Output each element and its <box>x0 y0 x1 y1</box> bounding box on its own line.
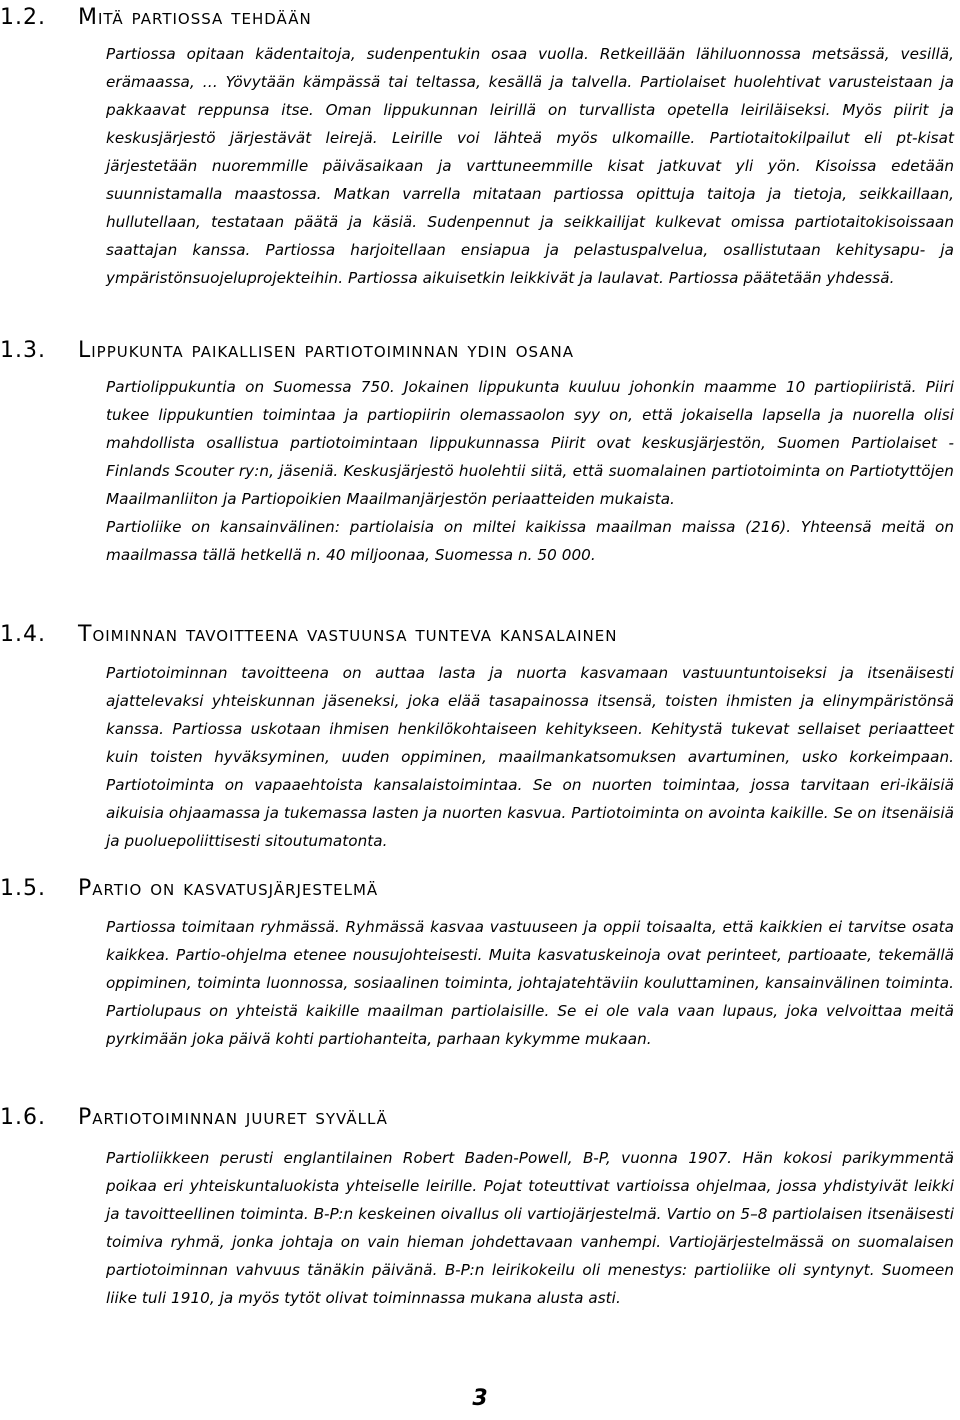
section-title: Partio on kasvatusjärjestelmä <box>78 876 379 901</box>
section-heading <box>0 0 960 36</box>
paragraph: Partiolippukuntia on Suomessa 750. Jokainen lippukunta kuuluu johonkin maamme 10 partiopiiristä. Piiri tukee lippukuntien toimintaa ja partiopiirin olemassaolon syy on, että jokaisella lapsella ja nuorella olisi mahdollista osallistua partiotoimintaan lippukunnassa Piirit ovat keskusjärjestön, Suomen Partiolaiset - Finlands Scouter ry:n, jäseniä. Keskusjärjestö huolehtii siitä, että suomalainen partiotoiminta on Partiotyttöjen Maailmanliiton ja Partiopoikien Maailmanjärjestön periaatteiden mukaista. <box>106 378 954 508</box>
section-number: 1.4. <box>0 622 46 647</box>
section-body <box>106 913 954 1053</box>
section-heading <box>0 871 960 907</box>
paragraph: Partiotoiminnan tavoitteena on auttaa lasta ja nuorta kasvamaan vastuuntuntoiseksi ja itsenäisesti ajattelevaksi yhteiskunnan jäseneksi, joka elää tasapainossa itsensä, toisten ihmisten ja elinympäristönsä kanssa. Partiossa uskotaan ihmisen henkilökohtaiseen kehitykseen. Kehitystä tukevat sellaiset periaatteet kuin toisten hyväksyminen, uuden oppiminen, maailmankatsomuksen avartuminen, usko korkeimpaan. Partiotoiminta on vapaaehtoista kansalaistoimintaa. Se on nuorten toimintaa, jossa tarvitaan eri-ikäisiä aikuisia ohjaamassa ja tukemassa lasten ja nuorten kasvua. Partiotoiminta on avointa kaikille. Se on itsenäisiä ja puoluepoliittisesti sitoutumatonta. <box>106 664 954 850</box>
section-title: Toiminnan tavoitteena vastuunsa tunteva kansalainen <box>78 622 618 647</box>
section-title: Lippukunta paikallisen partiotoiminnan ydin osana <box>78 338 575 363</box>
section-body <box>106 1144 954 1312</box>
page-number: 3 <box>472 1386 488 1411</box>
section-heading <box>0 333 960 369</box>
section-number: 1.5. <box>0 876 46 901</box>
paragraph: Partioliikkeen perusti englantilainen Robert Baden-Powell, B-P, vuonna 1907. Hän kokosi parikymmentä poikaa eri yhteiskuntaluokista yhteiselle leirille. Pojat toteuttivat vartioissa ohjelmaa, jossa yhdistyivät leikki ja tavoitteellinen toiminta. B-P:n keskeinen oivallus oli vartiojärjestelmä. Vartio on 5–8 partiolaisen itsenäisesti toimiva ryhmä, jonka johtaja on vain hieman johdettavaan vanhempi. Vartiojärjestelmässä on suomalaisen partiotoiminnan vahvuus tänäkin päivänä. B-P:n leirikokeilu oli menestys: partioliike oli syntynyt. Suomeen liike tuli 1910, ja myös tytöt olivat toiminnassa mukana alusta asti. <box>106 1149 954 1307</box>
section-number: 1.6. <box>0 1105 46 1130</box>
section-heading <box>0 1100 960 1136</box>
section-title: Mitä partiossa tehdään <box>78 5 312 30</box>
paragraph: Partiossa toimitaan ryhmässä. Ryhmässä kasvaa vastuuseen ja oppii toisaalta, että kaikkien ei tarvitse osata kaikkea. Partio-ohjelma etenee nousujohteisesti. Muita kasvatuskeinoja ovat perinteet, partioaate, tekemällä oppiminen, toiminta luonnossa, sosiaalinen toiminta, johtajatehtäviin kouluttaminen, kansainvälinen toiminta. Partiolupaus on yhteistä kaikille maailman partiolaisille. Se ei ole vala vaan lupaus, joka velvoittaa meitä pyrkimään joka päivä kohti partiohanteita, parhaan kykymme mukaan. <box>106 918 954 1048</box>
section-1-2 <box>0 0 960 292</box>
section-1-5 <box>0 871 960 1053</box>
paragraph: Partioliike on kansainvälinen: partiolaisia on miltei kaikissa maailman maissa (216). Yhteensä meitä on maailmassa tällä hetkellä n. 40 miljoonaa, Suomessa n. 50 000. <box>106 518 954 564</box>
section-1-4 <box>0 617 960 855</box>
section-1-3 <box>0 333 960 569</box>
section-number: 1.2. <box>0 5 46 30</box>
section-body <box>106 659 954 855</box>
section-heading <box>0 617 960 653</box>
paragraph: Partiossa opitaan kädentaitoja, sudenpentukin osaa vuolla. Retkeillään lähiluonnossa metsässä, vesillä, erämaassa, … Yövytään kämpässä tai teltassa, kesällä ja talvella. Partiolaiset huolehtivat varusteistaan ja pakkaavat reppunsa itse. Oman lippukunnan leirillä on turvallista opetella leiriläiseksi. Myös piirit ja keskusjärjestö järjestävät leirejä. Leirille voi lähteä myös ulkomaille. Partiotaitokilpailut eli pt-kisat järjestetään nuoremmille päiväsaikaan ja varttuneemmille kisat jatkuvat yli yön. Kisoissa edetään suunnistamalla maastossa. Matkan varrella mitataan partiossa opittuja taitoja ja tietoja, seikkaillaan, hullutellaan, testataan päätä ja käsiä. Sudenpennut ja seikkailijat kulkevat omissa partiotaitokisoissaan saattajan kanssa. Partiossa harjoitellaan ensiapua ja pelastuspalvelua, osallistutaan kehitysapu- ja ympäristönsuojeluprojekteihin. Partiossa aikuisetkin leikkivät ja laulavat. Partiossa päätetään yhdessä. <box>106 45 954 287</box>
section-1-6 <box>0 1100 960 1312</box>
section-body <box>106 40 954 292</box>
section-number: 1.3. <box>0 338 46 363</box>
section-title: Partiotoiminnan juuret syvällä <box>78 1105 388 1130</box>
section-body <box>106 373 954 569</box>
